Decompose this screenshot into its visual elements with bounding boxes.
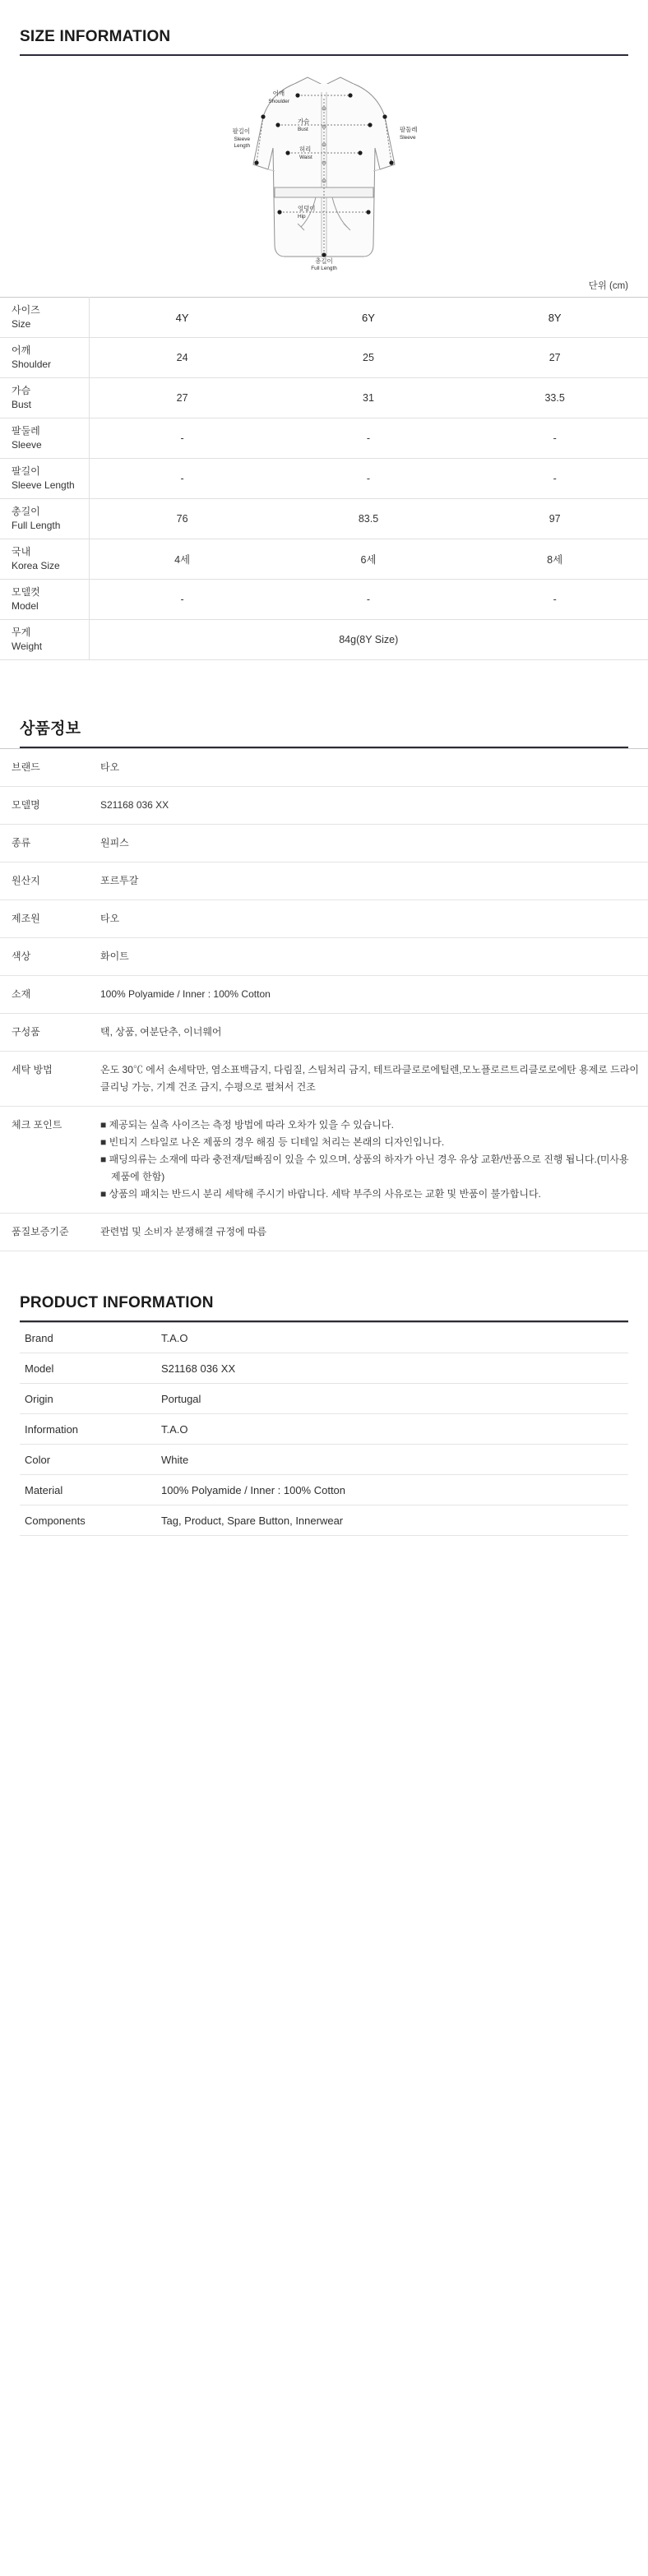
svg-text:Sleeve: Sleeve	[234, 136, 250, 142]
row-value: 포르투갈	[89, 863, 648, 900]
svg-text:엉덩이: 엉덩이	[298, 204, 316, 212]
cell: 27	[461, 338, 648, 378]
column-header: 6Y	[275, 298, 462, 338]
table-row	[0, 938, 648, 976]
bullet-item: ■ 상품의 패치는 반드시 분리 세탁해 주시기 바랍니다. 세탁 부주의 사유로는 교환 및 반품이 불가합니다.	[100, 1188, 541, 1200]
cell: 27	[89, 378, 275, 419]
row-label: 브랜드	[0, 749, 89, 787]
figure-label-sleeve-length	[233, 127, 251, 149]
column-header: 4Y	[89, 298, 275, 338]
row-value: 관련법 및 소비자 분쟁해결 규정에 따름	[89, 1214, 648, 1251]
row-value: T.A.O	[150, 1323, 628, 1353]
svg-text:Bust: Bust	[298, 126, 308, 132]
row-value: 100% Polyamide / Inner : 100% Cotton	[89, 976, 648, 1014]
table-row	[0, 1014, 648, 1052]
svg-text:Waist: Waist	[299, 154, 312, 160]
figure-label-full-length	[311, 257, 337, 271]
table-row	[20, 1353, 628, 1384]
table-row	[0, 298, 648, 338]
bullet-item: ■ 제공되는 실측 사이즈는 측정 방법에 따라 오차가 있을 수 있습니다.	[100, 1119, 394, 1131]
row-label: Material	[20, 1475, 150, 1505]
spacer	[0, 1251, 648, 1266]
row-label: Color	[20, 1445, 150, 1475]
size-table-row-label: 모델컷 Model	[0, 580, 89, 620]
table-row	[0, 787, 648, 825]
bullet-item: ■ 빈티지 스타일로 나온 제품의 경우 해짐 등 디테일 처리는 본래의 디자인입니다.	[100, 1136, 445, 1148]
row-label: 색상	[0, 938, 89, 976]
figure-label-sleeve	[400, 126, 417, 141]
weight-value: 84g(8Y Size)	[89, 620, 648, 660]
cell: -	[89, 580, 275, 620]
row-label: 제조원	[0, 900, 89, 938]
cell: -	[89, 419, 275, 459]
row-label: 체크 포인트	[0, 1107, 89, 1214]
dress-diagram-icon	[192, 66, 456, 271]
table-row	[0, 459, 648, 499]
row-value: 100% Polyamide / Inner : 100% Cotton	[150, 1475, 628, 1505]
svg-text:어깨: 어깨	[272, 89, 285, 97]
row-label: Origin	[20, 1384, 150, 1414]
product-information-en-table-wrap	[0, 1322, 648, 1536]
table-row	[0, 1107, 648, 1214]
row-value: T.A.O	[150, 1414, 628, 1445]
size-table-row-label: 어깨 Shoulder	[0, 338, 89, 378]
row-label: 구성품	[0, 1014, 89, 1052]
svg-text:Shoulder: Shoulder	[268, 98, 289, 104]
row-value-bullets	[89, 1107, 648, 1214]
row-label: 세탁 방법	[0, 1052, 89, 1107]
size-figure	[0, 59, 648, 277]
row-label: Brand	[20, 1323, 150, 1353]
table-row	[0, 539, 648, 580]
title-divider	[20, 54, 628, 56]
svg-text:총길이: 총길이	[315, 257, 333, 265]
cell: -	[89, 459, 275, 499]
spacer	[0, 660, 648, 688]
row-label: 모델명	[0, 787, 89, 825]
unit-note: 단위 (cm)	[588, 281, 628, 291]
bullet-item: ■ 패딩의류는 소재에 따라 충전재/털빠짐이 있을 수 있으며, 상품의 하자가 아닌 경우 유상 교환/반품으로 진행 됩니다.(미사용 제품에 한함)	[100, 1154, 629, 1182]
cell: -	[461, 580, 648, 620]
row-label: Information	[20, 1414, 150, 1445]
row-label: Components	[20, 1505, 150, 1536]
size-table-row-label: 가슴 Bust	[0, 378, 89, 419]
product-information-en-section	[0, 1266, 648, 1322]
table-row	[0, 1214, 648, 1251]
table-row	[0, 976, 648, 1014]
cell: 4세	[89, 539, 275, 580]
cell: 83.5	[275, 499, 462, 539]
cell: 97	[461, 499, 648, 539]
row-value: 타오	[89, 749, 648, 787]
row-label: 품질보증기준	[0, 1214, 89, 1251]
section-title-product-information: PRODUCT INFORMATION	[20, 1294, 214, 1311]
cell: 24	[89, 338, 275, 378]
product-info-kr-table	[0, 748, 648, 1251]
svg-text:Sleeve: Sleeve	[400, 134, 416, 141]
section-title-product-info: 상품정보	[20, 720, 81, 738]
cell: -	[275, 459, 462, 499]
svg-text:팔둘레: 팔둘레	[400, 125, 418, 133]
svg-text:Length: Length	[234, 142, 250, 149]
svg-text:허리: 허리	[299, 145, 312, 153]
row-label: 소재	[0, 976, 89, 1014]
row-label: 종류	[0, 825, 89, 863]
product-information-en-table	[20, 1322, 628, 1536]
row-value: 원피스	[89, 825, 648, 863]
cell: 31	[275, 378, 462, 419]
table-row	[20, 1414, 628, 1445]
table-row	[0, 825, 648, 863]
product-info-kr-section	[0, 688, 648, 748]
row-value: S21168 036 XX	[150, 1353, 628, 1384]
table-row	[0, 1052, 648, 1107]
cell: 33.5	[461, 378, 648, 419]
cell: 25	[275, 338, 462, 378]
size-table-row-label: 무게 Weight	[0, 620, 89, 660]
row-value: 택, 상품, 여분단추, 이너웨어	[89, 1014, 648, 1052]
row-value: White	[150, 1445, 628, 1475]
row-value: 타오	[89, 900, 648, 938]
cell: 76	[89, 499, 275, 539]
row-value: Portugal	[150, 1384, 628, 1414]
size-table-row-label: 총길이 Full Length	[0, 499, 89, 539]
size-table-row-label: 팔길이 Sleeve Length	[0, 459, 89, 499]
table-row	[20, 1323, 628, 1353]
row-label: Model	[20, 1353, 150, 1384]
svg-text:Hip: Hip	[298, 213, 306, 220]
size-table-row-label: 사이즈 Size	[0, 298, 89, 338]
svg-text:Full Length: Full Length	[311, 265, 337, 271]
table-row	[0, 338, 648, 378]
cell: 6세	[275, 539, 462, 580]
cell: -	[275, 419, 462, 459]
table-row	[20, 1445, 628, 1475]
table-row	[0, 620, 648, 660]
row-value: S21168 036 XX	[89, 787, 648, 825]
table-row	[0, 863, 648, 900]
size-table-row-label: 팔둘레 Sleeve	[0, 419, 89, 459]
table-row	[20, 1475, 628, 1505]
cell: -	[461, 419, 648, 459]
size-information-section	[0, 0, 648, 56]
table-row	[0, 900, 648, 938]
cell: -	[275, 580, 462, 620]
svg-text:팔길이: 팔길이	[232, 127, 250, 135]
table-row	[0, 378, 648, 419]
column-header: 8Y	[461, 298, 648, 338]
cell: -	[461, 459, 648, 499]
size-table	[0, 297, 648, 660]
cell: 8세	[461, 539, 648, 580]
row-label: 원산지	[0, 863, 89, 900]
row-value: 온도 30℃ 에서 손세탁만, 염소표백금지, 다림질, 스팀처리 금지, 테트라클로로에틸렌,모노플로르트리클로로에탄 용제로 드라이클리닝 가능, 기계 건조 금지, 수평으로 펼쳐서 건조	[89, 1052, 648, 1107]
table-row	[20, 1384, 628, 1414]
table-row	[0, 580, 648, 620]
size-table-row-label: 국내 Korea Size	[0, 539, 89, 580]
page-title: SIZE INFORMATION	[20, 28, 171, 45]
svg-text:가슴: 가슴	[298, 117, 310, 125]
table-row	[20, 1505, 628, 1536]
table-row	[0, 419, 648, 459]
row-value: Tag, Product, Spare Button, Innerwear	[150, 1505, 628, 1536]
table-row	[0, 499, 648, 539]
row-value: 화이트	[89, 938, 648, 976]
table-row	[0, 749, 648, 787]
